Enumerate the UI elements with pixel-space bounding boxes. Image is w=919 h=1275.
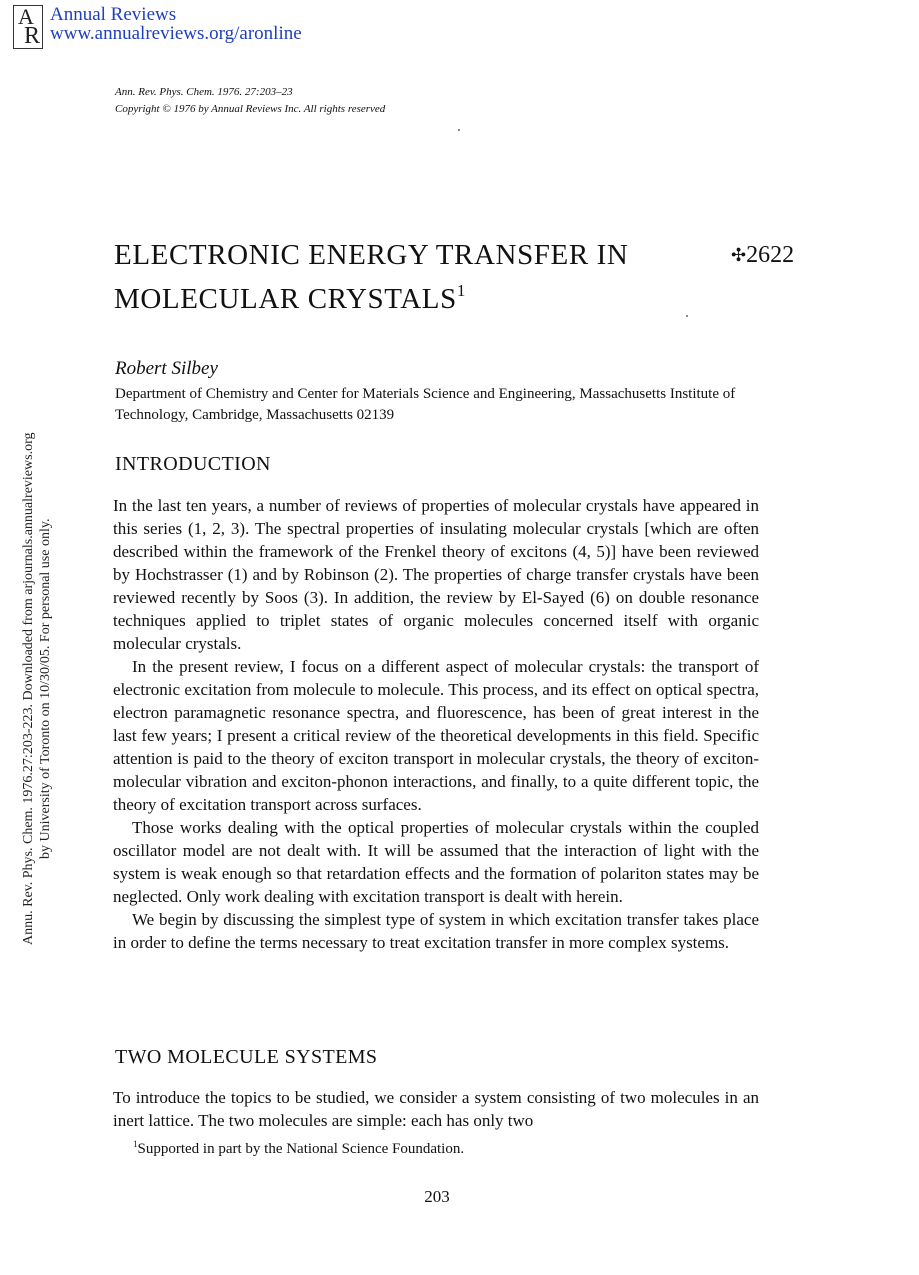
journal-copyright: Copyright © 1976 by Annual Reviews Inc. All rights reserved bbox=[115, 103, 386, 115]
intro-paragraph-2: In the present review, I focus on a different aspect of molecular crystals: the transport of electronic excitation from molecule to molecule. This process, and its effect on optical spectra, electron paramagnetic resonance spectra, and fluorescence, has been of great interest in the last few years; I present a critical review of the theoretical developments in this field. Specific attention is paid to the theory of exciton transport in molecular crystals, the theory of exciton-molecular vibration and exciton-phonon interactions, and finally, to a quite different topic, the theory of excitation transport across surfaces. bbox=[113, 657, 759, 814]
title-line-2-text: MOLECULAR CRYSTALS bbox=[114, 283, 457, 315]
two-molecule-body bbox=[113, 1086, 759, 1132]
intro-body bbox=[113, 494, 759, 954]
article-code bbox=[731, 240, 794, 270]
annual-reviews-logo bbox=[13, 5, 43, 49]
intro-heading: INTRODUCTION bbox=[115, 453, 271, 475]
journal-citation: Ann. Rev. Phys. Chem. 1976. 27:203–23 bbox=[115, 86, 293, 98]
intro-paragraph-3: Those works dealing with the optical properties of molecular crystals within the coupled oscillator model are not dealt with. It will be assumed that the interaction of light with the system is weak enough so that retardation effects and the formation of polariton states may be neglected. Only work dealing with excitation transport is dealt with herein. bbox=[113, 818, 759, 906]
title-line-1: ELECTRONIC ENERGY TRANSFER IN bbox=[114, 239, 629, 271]
cross-mark-icon: ✣ bbox=[731, 245, 747, 265]
title-line-2 bbox=[114, 273, 628, 317]
scan-speck bbox=[686, 315, 688, 317]
scan-speck bbox=[458, 129, 460, 131]
author-name: Robert Silbey bbox=[115, 358, 218, 379]
side-note-line-1: Annu. Rev. Phys. Chem. 1976.27:203-223. Downloaded from arjournals.annualreviews.org bbox=[21, 432, 36, 945]
intro-paragraph-4: We begin by discussing the simplest type of system in which excitation transfer takes place in order to define the terms necessary to treat excitation transfer in more complex systems. bbox=[113, 910, 759, 952]
page-number: 203 bbox=[424, 1187, 450, 1206]
intro-paragraph-1: In the last ten years, a number of reviews of properties of molecular crystals have appeared in this series (1, 2, 3). The spectral properties of insulating molecular crystals [which are often described within the framework of the Frenkel theory of excitons (4, 5)] have been reviewed by Hochstrasser (1) and by Robinson (2). The properties of charge transfer crystals have been reviewed recently by Soos (3). In addition, the review by El-Sayed (6) on double resonance techniques applied to triplet states of organic molecules concerned itself with organic molecular crystals. bbox=[113, 496, 759, 653]
footnote-mark: 1 bbox=[133, 1139, 138, 1149]
footnote bbox=[133, 1134, 464, 1159]
publisher-link[interactable]: Annual Reviews bbox=[50, 4, 177, 25]
two-molecule-heading: TWO MOLECULE SYSTEMS bbox=[115, 1046, 378, 1068]
logo-letter-a: A bbox=[18, 4, 34, 29]
footnote-text: Supported in part by the National Science Foundation. bbox=[137, 1141, 465, 1157]
publisher-url-link[interactable]: www.annualreviews.org/aronline bbox=[50, 23, 302, 44]
article-title bbox=[114, 238, 628, 317]
article-code-number: 2622 bbox=[746, 242, 795, 268]
download-side-note bbox=[20, 433, 54, 945]
two-molecule-paragraph: To introduce the topics to be studied, we consider a system consisting of two molecules in an inert lattice. The two molecules are simple: each has only two bbox=[113, 1088, 759, 1130]
side-note-line-2: by University of Toronto on 10/30/05. For personal use only. bbox=[38, 518, 53, 859]
title-footnote-mark: 1 bbox=[456, 281, 466, 300]
logo-letter-r: R bbox=[24, 23, 41, 49]
author-affiliation: Department of Chemistry and Center for Materials Science and Engineering, Massachusetts Institute of Technology, Cambridge, Massachusetts 02139 bbox=[115, 386, 736, 423]
